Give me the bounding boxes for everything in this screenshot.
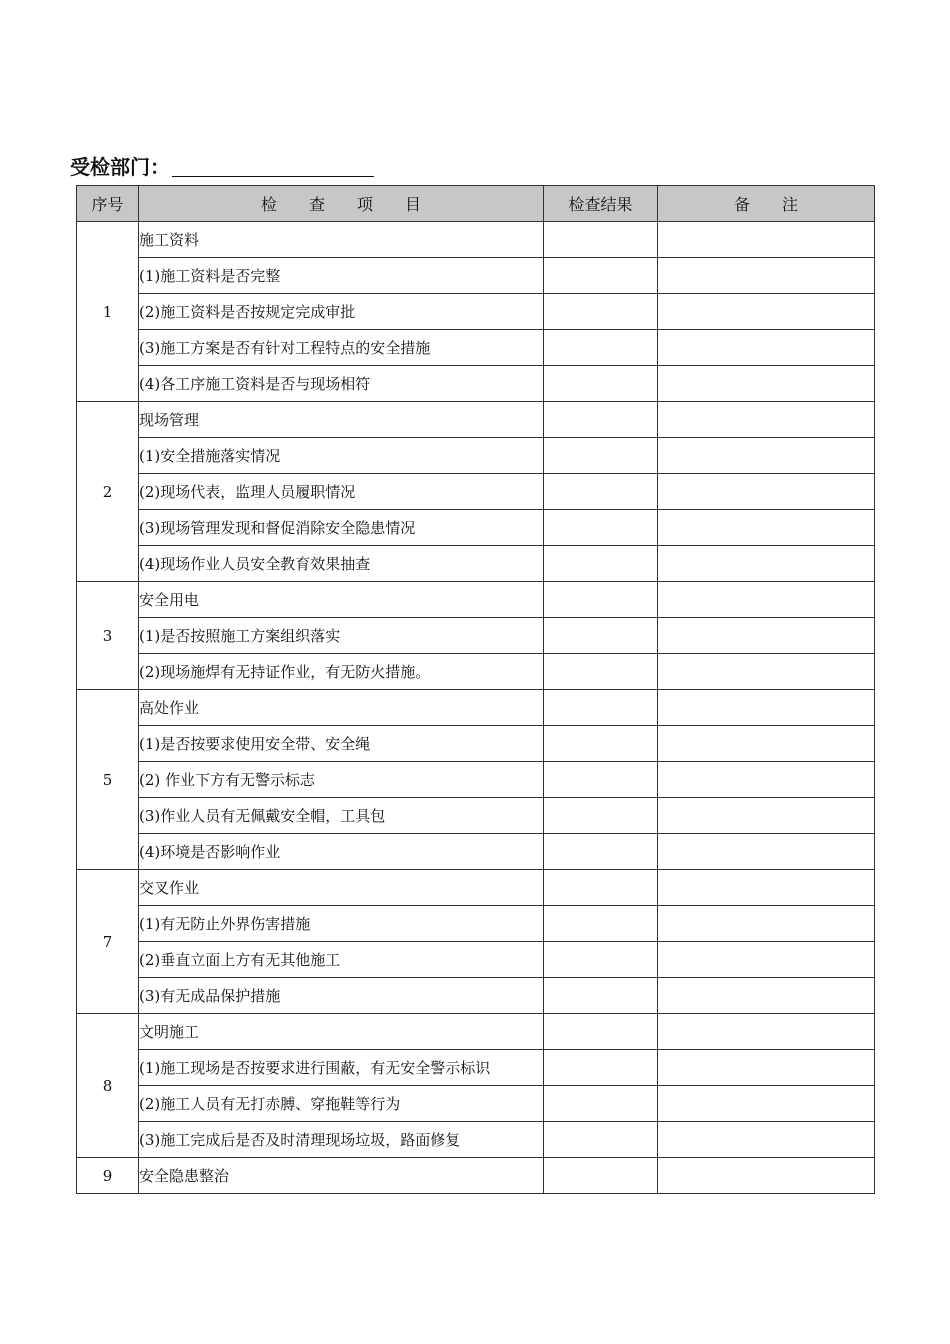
table-row (77, 1086, 875, 1122)
note-cell[interactable] (658, 438, 875, 474)
header-result: 检查结果 (544, 186, 658, 222)
check-item: (1)施工资料是否完整 (139, 258, 544, 294)
check-item: (1)是否按照施工方案组织落实 (139, 618, 544, 654)
department-line (70, 147, 374, 181)
check-item: (3)有无成品保护措施 (139, 978, 544, 1014)
check-item: (3)作业人员有无佩戴安全帽，工具包 (139, 798, 544, 834)
table-row (77, 402, 875, 438)
header-note: 备 注 (658, 186, 875, 222)
result-cell[interactable] (544, 1086, 658, 1122)
category-title: 安全用电 (139, 582, 544, 618)
note-cell[interactable] (658, 798, 875, 834)
note-cell[interactable] (658, 258, 875, 294)
result-cell[interactable] (544, 366, 658, 402)
note-cell[interactable] (658, 942, 875, 978)
check-item: (3)施工方案是否有针对工程特点的安全措施 (139, 330, 544, 366)
result-cell[interactable] (544, 690, 658, 726)
department-input[interactable] (172, 156, 374, 177)
table-header-row (77, 186, 875, 222)
table-row (77, 330, 875, 366)
table-row (77, 222, 875, 258)
row-number: 2 (77, 402, 139, 582)
note-cell[interactable] (658, 762, 875, 798)
note-cell[interactable] (658, 1086, 875, 1122)
result-cell[interactable] (544, 294, 658, 330)
check-item: (2)现场施焊有无持证作业，有无防火措施。 (139, 654, 544, 690)
result-cell[interactable] (544, 1122, 658, 1158)
header-item: 检 查 项 目 (139, 186, 544, 222)
check-item: (1)有无防止外界伤害措施 (139, 906, 544, 942)
note-cell[interactable] (658, 906, 875, 942)
note-cell[interactable] (658, 402, 875, 438)
category-title: 现场管理 (139, 402, 544, 438)
check-item: (1)安全措施落实情况 (139, 438, 544, 474)
table-row (77, 726, 875, 762)
table-row (77, 618, 875, 654)
note-cell[interactable] (658, 870, 875, 906)
check-item: (4)各工序施工资料是否与现场相符 (139, 366, 544, 402)
table-row (77, 798, 875, 834)
category-title: 安全隐患整治 (139, 1158, 544, 1194)
note-cell[interactable] (658, 690, 875, 726)
table-row (77, 474, 875, 510)
category-title: 高处作业 (139, 690, 544, 726)
note-cell[interactable] (658, 366, 875, 402)
result-cell[interactable] (544, 654, 658, 690)
result-cell[interactable] (544, 546, 658, 582)
category-title: 交叉作业 (139, 870, 544, 906)
table-row (77, 834, 875, 870)
result-cell[interactable] (544, 510, 658, 546)
check-item: (2)施工资料是否按规定完成审批 (139, 294, 544, 330)
row-number: 1 (77, 222, 139, 402)
table-row (77, 510, 875, 546)
row-number: 8 (77, 1014, 139, 1158)
inspection-table (76, 185, 875, 1194)
note-cell[interactable] (658, 510, 875, 546)
result-cell[interactable] (544, 438, 658, 474)
result-cell[interactable] (544, 834, 658, 870)
table-row (77, 258, 875, 294)
note-cell[interactable] (658, 654, 875, 690)
table-row (77, 942, 875, 978)
note-cell[interactable] (658, 1158, 875, 1194)
row-number: 7 (77, 870, 139, 1014)
result-cell[interactable] (544, 618, 658, 654)
note-cell[interactable] (658, 834, 875, 870)
department-label: 受检部门： (70, 155, 170, 179)
check-item: (2)现场代表，监理人员履职情况 (139, 474, 544, 510)
result-cell[interactable] (544, 942, 658, 978)
row-number: 3 (77, 582, 139, 690)
check-item: (1)是否按要求使用安全带、安全绳 (139, 726, 544, 762)
table-row (77, 870, 875, 906)
note-cell[interactable] (658, 294, 875, 330)
table-row (77, 294, 875, 330)
note-cell[interactable] (658, 1122, 875, 1158)
note-cell[interactable] (658, 330, 875, 366)
table-row (77, 690, 875, 726)
result-cell[interactable] (544, 402, 658, 438)
row-number: 9 (77, 1158, 139, 1194)
table-row (77, 438, 875, 474)
check-item: (2) 作业下方有无警示标志 (139, 762, 544, 798)
result-cell[interactable] (544, 1014, 658, 1050)
table-row (77, 1050, 875, 1086)
result-cell[interactable] (544, 978, 658, 1014)
check-item: (1)施工现场是否按要求进行围蔽，有无安全警示标识 (139, 1050, 544, 1086)
table-body (77, 222, 875, 1194)
table-row (77, 1158, 875, 1194)
header-no: 序号 (77, 186, 139, 222)
table-row (77, 978, 875, 1014)
check-item: (2)垂直立面上方有无其他施工 (139, 942, 544, 978)
note-cell[interactable] (658, 618, 875, 654)
result-cell[interactable] (544, 1158, 658, 1194)
result-cell[interactable] (544, 582, 658, 618)
check-item: (2)施工人员有无打赤膊、穿拖鞋等行为 (139, 1086, 544, 1122)
result-cell[interactable] (544, 1050, 658, 1086)
note-cell[interactable] (658, 222, 875, 258)
table-row (77, 762, 875, 798)
result-cell[interactable] (544, 474, 658, 510)
category-title: 施工资料 (139, 222, 544, 258)
result-cell[interactable] (544, 798, 658, 834)
note-cell[interactable] (658, 582, 875, 618)
check-item: (4)环境是否影响作业 (139, 834, 544, 870)
table-row (77, 654, 875, 690)
check-item: (3)施工完成后是否及时清理现场垃圾，路面修复 (139, 1122, 544, 1158)
note-cell[interactable] (658, 1050, 875, 1086)
result-cell[interactable] (544, 330, 658, 366)
table-row (77, 582, 875, 618)
table-row (77, 1122, 875, 1158)
result-cell[interactable] (544, 222, 658, 258)
note-cell[interactable] (658, 1014, 875, 1050)
check-item: (3)现场管理发现和督促消除安全隐患情况 (139, 510, 544, 546)
table-row (77, 366, 875, 402)
note-cell[interactable] (658, 726, 875, 762)
result-cell[interactable] (544, 870, 658, 906)
table-row (77, 906, 875, 942)
result-cell[interactable] (544, 762, 658, 798)
check-item: (4)现场作业人员安全教育效果抽查 (139, 546, 544, 582)
result-cell[interactable] (544, 726, 658, 762)
note-cell[interactable] (658, 474, 875, 510)
note-cell[interactable] (658, 546, 875, 582)
row-number: 5 (77, 690, 139, 870)
result-cell[interactable] (544, 258, 658, 294)
table-row (77, 546, 875, 582)
result-cell[interactable] (544, 906, 658, 942)
note-cell[interactable] (658, 978, 875, 1014)
category-title: 文明施工 (139, 1014, 544, 1050)
table-row (77, 1014, 875, 1050)
